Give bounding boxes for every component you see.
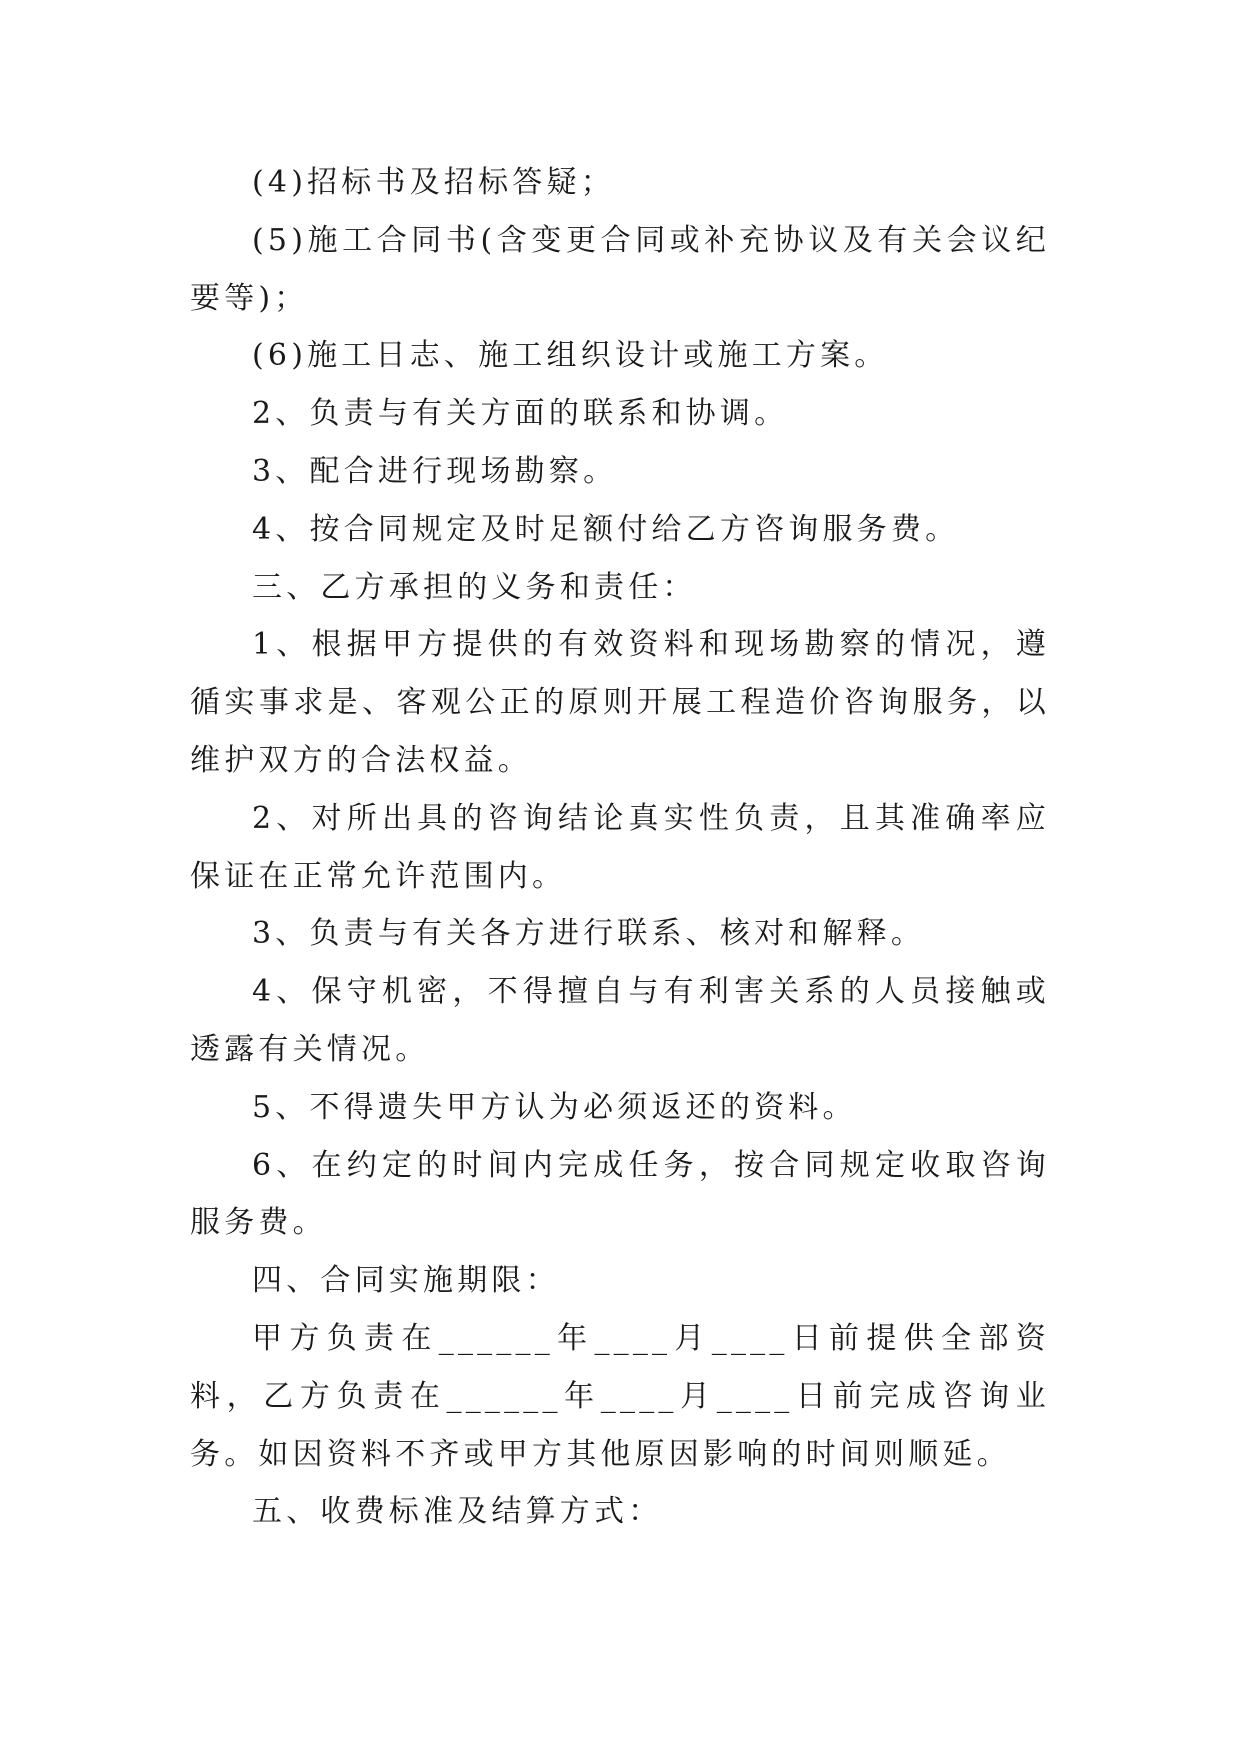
party-b-duty-6: 6、在约定的时间内完成任务，按合同规定收取咨询服务费。 — [190, 1147, 1050, 1241]
clause-6-construction-log: (6)施工日志、施工组织设计或施工方案。 — [252, 338, 889, 374]
section-4-heading: 四、合同实施期限： — [252, 1263, 560, 1299]
duty-4-payment: 4、按合同规定及时足额付给乙方咨询服务费。 — [252, 511, 960, 547]
document-body — [190, 154, 1050, 1541]
clause-4-bidding-docs: (4)招标书及招标答疑； — [252, 165, 615, 200]
party-b-duty-3: 3、负责与有关各方进行联系、核对和解释。 — [252, 916, 926, 952]
duty-2-liaison: 2、负责与有关方面的联系和协调。 — [252, 396, 789, 432]
clause-5-construction-contract: (5)施工合同书(含变更合同或补充协议及有关会议纪要等)； — [190, 222, 1050, 316]
section-5-heading: 五、收费标准及结算方式： — [252, 1494, 663, 1530]
duty-3-site-survey: 3、配合进行现场勘察。 — [252, 453, 618, 489]
contract-term-paragraph: 甲方负责在______年____月____日前提供全部资料，乙方负责在______年____月____日前完成咨询业务。如因资料不齐或甲方其他原因影响的时间则顺延。 — [190, 1320, 1050, 1472]
section-3-heading: 三、乙方承担的义务和责任： — [252, 569, 697, 605]
party-b-duty-4: 4、保守机密，不得擅自与有利害关系的人员接触或透露有关情况。 — [190, 974, 1050, 1067]
party-b-duty-2: 2、对所出具的咨询结论真实性负责，且其准确率应保证在正常允许范围内。 — [190, 800, 1050, 894]
party-b-duty-5: 5、不得遗失甲方认为必须返还的资料。 — [252, 1089, 857, 1125]
party-b-duty-1: 1、根据甲方提供的有效资料和现场勘察的情况，遵循实事求是、客观公正的原则开展工程造价咨询服务，以维护双方的合法权益。 — [190, 627, 1050, 778]
